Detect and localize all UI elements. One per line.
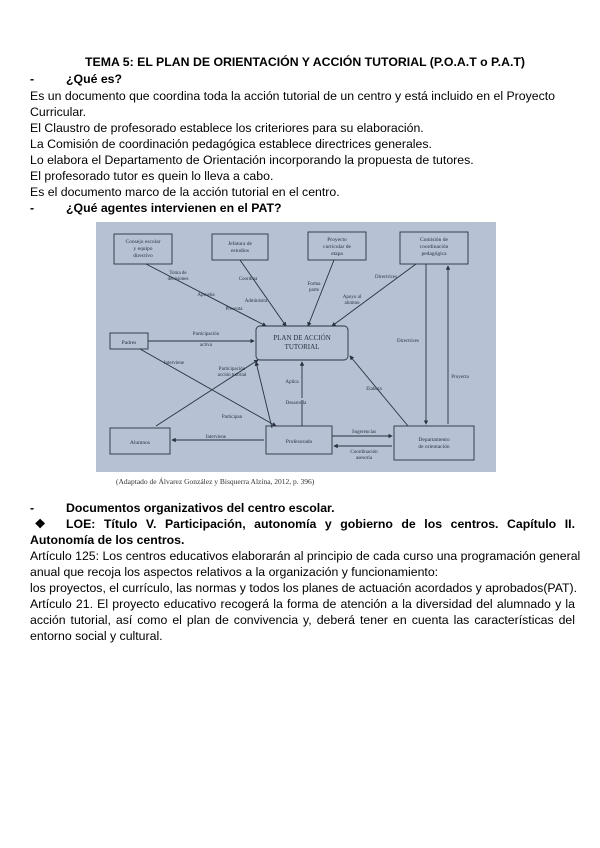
arrow-label: asesoría [355, 456, 373, 461]
paragraph-line: Artículo 21. El proyecto educativo recogerá la forma de atención a la diversidad del alumnado y la [30, 597, 575, 611]
heading-text: ¿Qué es? [66, 72, 123, 86]
paragraph-line: Es un documento que coordina toda la acción tutorial de un centro y está incluido en el Proyecto [30, 89, 555, 103]
arrow-label: Participan [221, 415, 243, 420]
heading-text: Documentos organizativos del centro escolar. [66, 501, 335, 515]
paragraph-line: Curricular. [30, 105, 87, 119]
dash-marker: - [30, 72, 35, 86]
paragraph-line: Artículo 125: Los centros educativos elaborarán al principio de cada curso una programación general [30, 549, 581, 563]
paragraph-line: los proyectos, el currículo, las normas y todos los planes de actuación acordados y aprobados(PAT). [30, 581, 578, 595]
box-text: Departamento [418, 437, 450, 443]
section-heading-documentos [30, 500, 575, 516]
arrow-label: Interviene [205, 435, 227, 440]
arrow-label: Proyecta [451, 375, 469, 380]
arrow-label: Sugerencias [351, 430, 377, 435]
arrow-label: Apoyo al [342, 295, 362, 300]
arrow-label: alumno [344, 301, 360, 306]
paragraph-line: anual que recoja los aspectos relativos a la organización y funcionamiento: [30, 565, 439, 579]
paragraph-line: Es el documento marco de la acción tutorial en el centro. [30, 185, 340, 199]
section-heading-agentes [30, 200, 575, 216]
heading-text: ¿Qué agentes intervienen en el PAT? [66, 201, 282, 215]
arrow-label: Desarrolla [285, 401, 307, 406]
arrow-label: Participación [218, 367, 246, 372]
arrow-label: Directrices [375, 275, 397, 280]
box-text: de orientación [418, 444, 450, 450]
box-text: pedagógica [421, 251, 447, 257]
paragraph-line: La Comisión de coordinación pedagógica establece directrices generales. [30, 137, 432, 151]
box-text: PLAN DE ACCIÓN [273, 334, 331, 342]
diamond-bullet-icon: ❖ [34, 517, 46, 531]
arrow-label: Forma [307, 282, 321, 287]
dash-marker: - [30, 501, 35, 515]
box-text: directivo [133, 253, 153, 259]
arrow-label: activa [200, 343, 212, 348]
box-text: etapa [331, 251, 343, 257]
arrow-label: Coordina [238, 277, 258, 282]
box-text: Proyecto [327, 237, 347, 243]
paragraph-line: El profesorado tutor es quein lo lleva a cabo. [30, 169, 274, 183]
arrow-label: acción tutorial [217, 373, 247, 378]
paragraph-line: Lo elabora el Departamento de Orientación incorporando la propuesta de tutores. [30, 153, 474, 167]
box-text: Comisión de [420, 237, 448, 243]
box-text: coordinación [419, 244, 449, 250]
loe-text: LOE: Título V. Participación, autonomía y gobierno de los centros. Capítulo II. [66, 517, 575, 531]
diagram-caption: (Adaptado de Álvarez González y Bisquerra Alzina, 2012, p. 396) [116, 477, 315, 486]
section-heading-que-es [30, 71, 575, 87]
box-text: TUTORIAL [284, 343, 320, 351]
arrow-label: Toma de [169, 271, 187, 276]
arrow-label: parte [309, 288, 319, 293]
paragraph-line: El Claustro de profesorado establece los criteriores para su elaboración. [30, 121, 424, 135]
box-text: Padres [121, 340, 137, 346]
pat-agents-diagram [96, 222, 496, 472]
arrow-label: Participación [192, 332, 220, 337]
loe-line-2: Autonomía de los centros. [30, 533, 185, 547]
arrow-label: Interviene [163, 361, 185, 366]
arrow-label: Directrices [397, 339, 419, 344]
paragraph-line: entorno social y cultural. [30, 629, 163, 643]
arrow-label: decisiones [167, 277, 189, 282]
arrow-label: Administra [244, 299, 268, 304]
box-text: curricular de [323, 244, 351, 250]
box-text: Consejo escolar [125, 239, 161, 245]
arrow-label: Aprueba [197, 293, 215, 298]
box-text: Jefatura de [228, 241, 252, 247]
document-title: TEMA 5: EL PLAN DE ORIENTACIÓN Y ACCIÓN TUTORIAL (P.O.A.T o P.A.T) [85, 55, 525, 69]
box-text: estudios [230, 248, 250, 254]
arrow-label: Presenta [225, 307, 243, 312]
paragraph-line: acción tutorial, así como el plan de convivencia y, deberá tener en cuenta las características del [30, 613, 575, 627]
arrow-label: Coordinación [350, 450, 378, 455]
dash-marker: - [30, 201, 35, 215]
box-text: Profesorado [285, 439, 313, 445]
arrow-label: Elabora [366, 387, 382, 392]
box-text: y equipo [133, 246, 153, 252]
box-text: Alumnos [129, 440, 151, 446]
arrow-label: Aplica [285, 380, 299, 385]
